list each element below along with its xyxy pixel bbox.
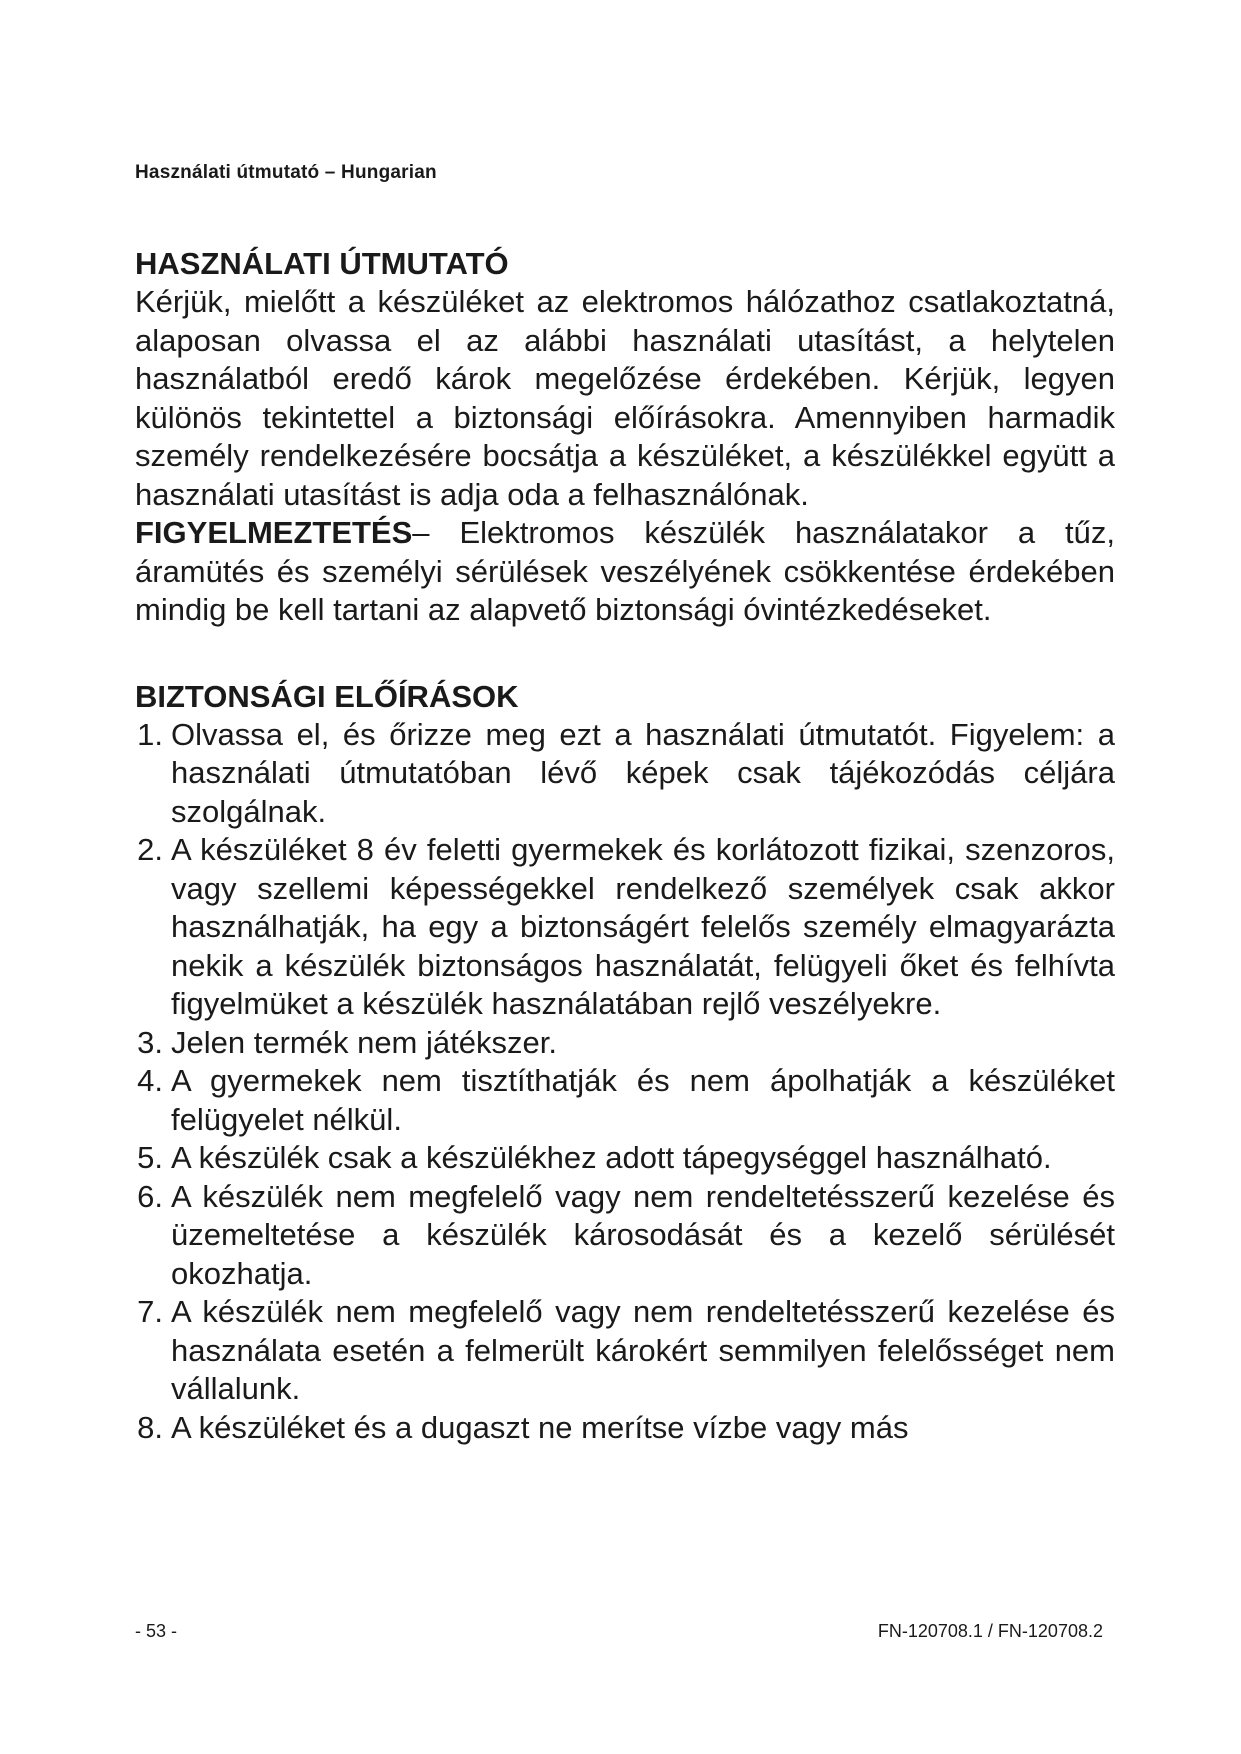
safety-list xyxy=(135,716,1115,1448)
list-text: A készüléket 8 év feletti gyermekek és korlátozott fizikai, szenzoros, vagy szellemi képességekkel rendelkező személyek csak akkor használhatják, ha egy a biztonságért felelős személy elmagyarázta nekik a készülék biztonságos használatát, felügyeli őket és felhívta figyelmüket a készülék használatában rejlő veszélyekre. xyxy=(171,832,1115,1021)
list-item xyxy=(135,831,1115,1024)
warning-paragraph xyxy=(135,514,1115,630)
list-item xyxy=(135,716,1115,832)
list-item xyxy=(135,1293,1115,1409)
list-text: Jelen termék nem játékszer. xyxy=(171,1024,557,1060)
list-number: 6. xyxy=(137,1178,163,1214)
list-text: A készülék nem megfelelő vagy nem rendeltetésszerű kezelése és használata esetén a felmerült károkért semmilyen felelősséget nem vállalunk. xyxy=(171,1294,1115,1406)
model-number: FN-120708.1 / FN-120708.2 xyxy=(877,1621,1103,1641)
list-text: Olvassa el, és őrizze meg ezt a használati útmutatót. Figyelem: a használati útmutatóban lévő képek csak tájékozódás céljára szolgálnak. xyxy=(171,716,1115,829)
list-number: 8. xyxy=(137,1409,163,1445)
warning-text: – Elektromos készülék használatakor a tűz, áramütés és személyi sérülések veszélyének csökkentése érdekében mindig be kell tartani az alapvető biztonsági óvintézkedéseket. xyxy=(135,515,1115,627)
list-number: 4. xyxy=(137,1063,163,1098)
list-number: 2. xyxy=(137,832,163,867)
intro-title: HASZNÁLATI ÚTMUTATÓ xyxy=(135,246,509,281)
list-item xyxy=(135,1409,1115,1448)
warning-label: FIGYELMEZTETÉS xyxy=(135,515,413,550)
section-spacer xyxy=(135,630,1115,678)
list-number: 7. xyxy=(137,1294,163,1329)
list-text: A készüléket és a dugaszt ne merítse vízbe vagy más xyxy=(171,1409,909,1445)
list-item xyxy=(135,1062,1115,1139)
list-text: A készülék nem megfelelő vagy nem rendeltetésszerű kezelése és üzemeltetése a készülék károsodását és a kezelő sérülését okozhatja. xyxy=(171,1178,1115,1291)
list-text: A készülék csak a készülékhez adott tápegységgel használható. xyxy=(171,1140,1052,1175)
content-body xyxy=(135,245,1115,1447)
page-number: - 53 - xyxy=(135,1621,178,1641)
safety-title: BIZTONSÁGI ELŐÍRÁSOK xyxy=(135,678,519,714)
list-number: 1. xyxy=(137,716,163,752)
running-header: Használati útmutató – Hungarian xyxy=(135,162,437,183)
list-number: 3. xyxy=(137,1024,163,1060)
list-item xyxy=(135,1178,1115,1294)
intro-paragraph: Kérjük, mielőtt a készüléket az elektromos hálózathoz csatlakoztatná, alaposan olvassa el az alábbi használati utasítást, a helytelen használatból eredő károk megelőzése érdekében. Kérjük, legyen különös tekintettel a biztonsági előírásokra. Amennyiben harmadik személy rendelkezésére bocsátja a készüléket, a készülékkel együtt a használati utasítást is adja oda a felhasználónak. xyxy=(135,284,1115,512)
list-item xyxy=(135,1024,1115,1063)
list-item xyxy=(135,1139,1115,1178)
list-number: 5. xyxy=(137,1140,163,1175)
list-text: A gyermekek nem tisztíthatják és nem ápolhatják a készüléket felügyelet nélkül. xyxy=(171,1063,1115,1137)
